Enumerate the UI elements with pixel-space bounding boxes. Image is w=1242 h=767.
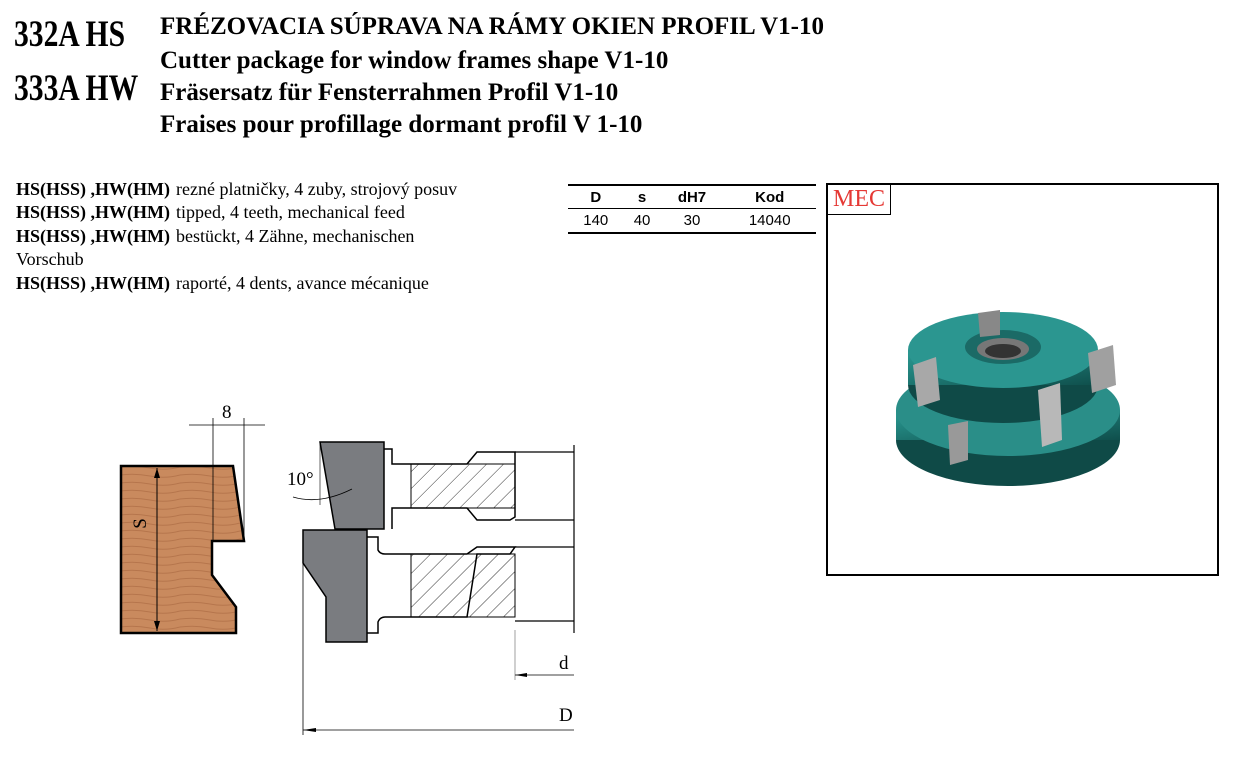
dimension-d-label: d (559, 653, 569, 674)
product-code-hs: 332A HS (14, 14, 126, 55)
title-fr: Fraises pour profillage dormant profil V 1-10 (160, 111, 643, 138)
angle-label: 10° (287, 469, 314, 490)
cutter-section (293, 442, 574, 642)
spec-prefix: HS(HSS) ,HW(HM) (16, 202, 171, 222)
cell-s: 40 (633, 212, 651, 229)
product-code-hw: 333A HW (14, 68, 139, 109)
title-sk: FRÉZOVACIA SÚPRAVA NA RÁMY OKIEN PROFIL V1-10 (160, 13, 824, 40)
header-dH7: dH7 (677, 189, 707, 206)
header-D: D (590, 189, 602, 206)
spec-prefix: HS(HSS) ,HW(HM) (16, 179, 171, 199)
spec-prefix: HS(HSS) ,HW(HM) (16, 226, 171, 246)
title-de: Fräsersatz für Fensterrahmen Profil V1-10 (160, 79, 619, 106)
dimension-8-label: 8 (222, 402, 232, 423)
dimension-D-label: D (559, 705, 573, 726)
spec-text: bestückt, 4 Zähne, mechanischen (176, 226, 415, 246)
header-s: s (637, 189, 647, 206)
dimension-s-label: S (129, 518, 151, 529)
spec-text: Vorschub (16, 249, 84, 269)
title-en: Cutter package for window frames shape V1-10 (160, 47, 669, 74)
cell-dH7: 30 (683, 212, 701, 229)
header-kod: Kod (755, 189, 785, 206)
spec-text: rezné platničky, 4 zuby, strojový posuv (176, 179, 458, 199)
spec-text: raporté, 4 dents, avance mécanique (176, 273, 429, 293)
brand-logo: MEC (828, 185, 891, 215)
spec-text: tipped, 4 teeth, mechanical feed (176, 202, 405, 222)
cell-kod: 14040 (748, 212, 791, 229)
spec-prefix: HS(HSS) ,HW(HM) (16, 273, 171, 293)
cell-D: 140 (583, 212, 609, 229)
